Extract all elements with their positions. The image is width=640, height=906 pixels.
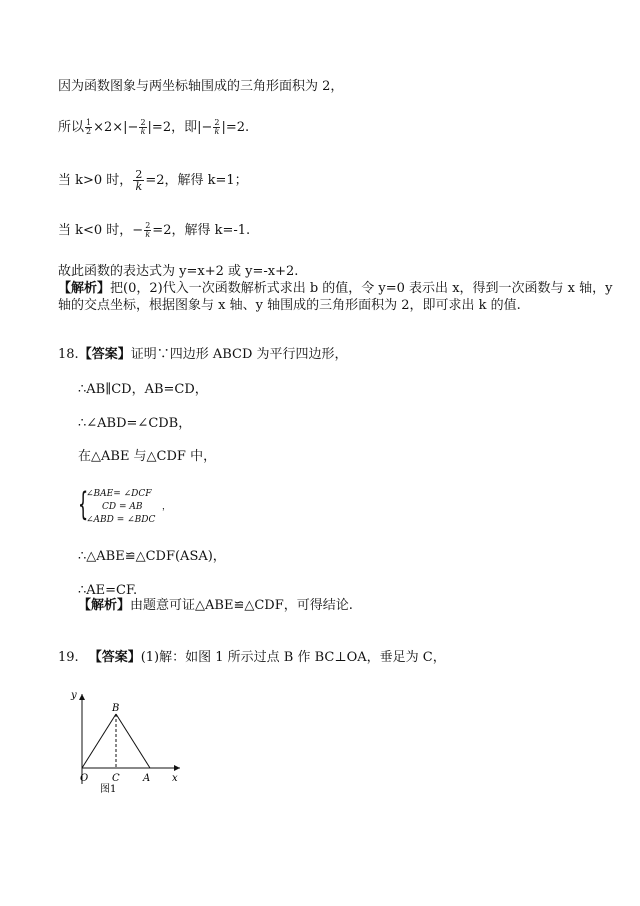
fraction-k-positive: $\frac{2}{k}$ <box>135 168 143 193</box>
point-b-label: B <box>112 703 120 714</box>
fraction-2-over-k: $\frac{2}{k}$ <box>140 118 146 136</box>
proof-step-1: ∴AB∥CD，AB=CD， <box>78 382 208 397</box>
k-positive-prefix: 当 k>0 时， <box>58 173 133 188</box>
text-line-k-negative <box>58 222 250 239</box>
system-comma: ， <box>162 502 172 512</box>
text-line-area-equation <box>58 119 249 136</box>
question-number: 18. <box>58 347 79 362</box>
eq-end2: |=2. <box>221 120 250 135</box>
system-row-2: CD = AB <box>102 502 143 512</box>
answer-label: 【答案】 <box>78 347 131 362</box>
fraction-2-over-k-2: $\frac{2}{k}$ <box>214 118 220 136</box>
system-row-3: ∠ABD = ∠BDC <box>86 515 156 525</box>
figure-caption: 图1 <box>100 784 117 795</box>
answer-text-19: (1)解：如图 1 所示过点 B 作 BC⊥OA，垂足为 C， <box>140 650 446 665</box>
analysis-label: 【解析】 <box>58 281 111 296</box>
text-line-conclusion: 故此函数的表达式为 y=x+2 或 y=-x+2. <box>58 264 299 279</box>
k-negative-suffix: =2，解得 k=-1. <box>152 223 251 238</box>
k-negative-prefix: 当 k<0 时，− <box>58 223 144 238</box>
y-axis-arrow <box>79 694 85 700</box>
text-line-area: 因为函数图象与两坐标轴围成的三角形面积为 2， <box>58 79 344 94</box>
question-19-header <box>58 650 446 666</box>
brace-symbol: { <box>78 485 89 523</box>
x-axis-arrow <box>174 765 180 771</box>
fraction-k-negative: $\frac{2}{k}$ <box>145 221 151 239</box>
question-number-19: 19. <box>58 650 79 665</box>
text-line-analysis-cont: 轴的交点坐标，根据图象与 x 轴、y 轴围成的三角形面积为 2，即可求出 k 的值. <box>58 298 521 313</box>
text-line-k-positive <box>58 169 248 192</box>
text-line-analysis <box>58 281 612 297</box>
proof-step-3: 在△ABE 与△CDF 中， <box>78 449 217 464</box>
answer-label-19: 【答案】 <box>88 650 141 665</box>
analysis-label-18: 【解析】 <box>78 598 131 613</box>
point-c-label: C <box>112 773 120 784</box>
segment-ob <box>82 714 116 768</box>
eq-mid: ×2×|− <box>93 120 139 135</box>
segment-ba <box>116 714 150 768</box>
question-18-analysis <box>78 598 353 614</box>
eq-end1: |=2，即|− <box>147 120 213 135</box>
proof-step-4: ∴△ABE≌△CDF(ASA)， <box>78 549 226 564</box>
eq-prefix: 所以 <box>58 120 85 135</box>
answer-text: 证明∵四边形 ABCD 为平行四边形， <box>130 347 348 362</box>
proof-step-5: ∴AE=CF. <box>78 583 138 598</box>
x-axis-label: x <box>172 773 178 784</box>
figure-1 <box>68 686 188 796</box>
origin-label: O <box>80 773 89 784</box>
analysis-text-18: 由题意可证△ABE≌△CDF，可得结论. <box>130 598 353 613</box>
y-axis-label: y <box>71 690 77 701</box>
k-positive-suffix: =2，解得 k=1； <box>145 173 248 188</box>
analysis-text: 把(0，2)代入一次函数解析式求出 b 的值，令 y=0 表示出 x，得到一次函数与 x 轴，y <box>110 281 613 296</box>
proof-step-2: ∴∠ABD=∠CDB， <box>78 416 192 431</box>
point-a-label: A <box>143 773 151 784</box>
fraction-half: $\frac{1}{2}$ <box>86 118 92 136</box>
system-row-1: ∠BAE= ∠DCF <box>86 489 152 499</box>
question-18-header <box>58 347 348 363</box>
